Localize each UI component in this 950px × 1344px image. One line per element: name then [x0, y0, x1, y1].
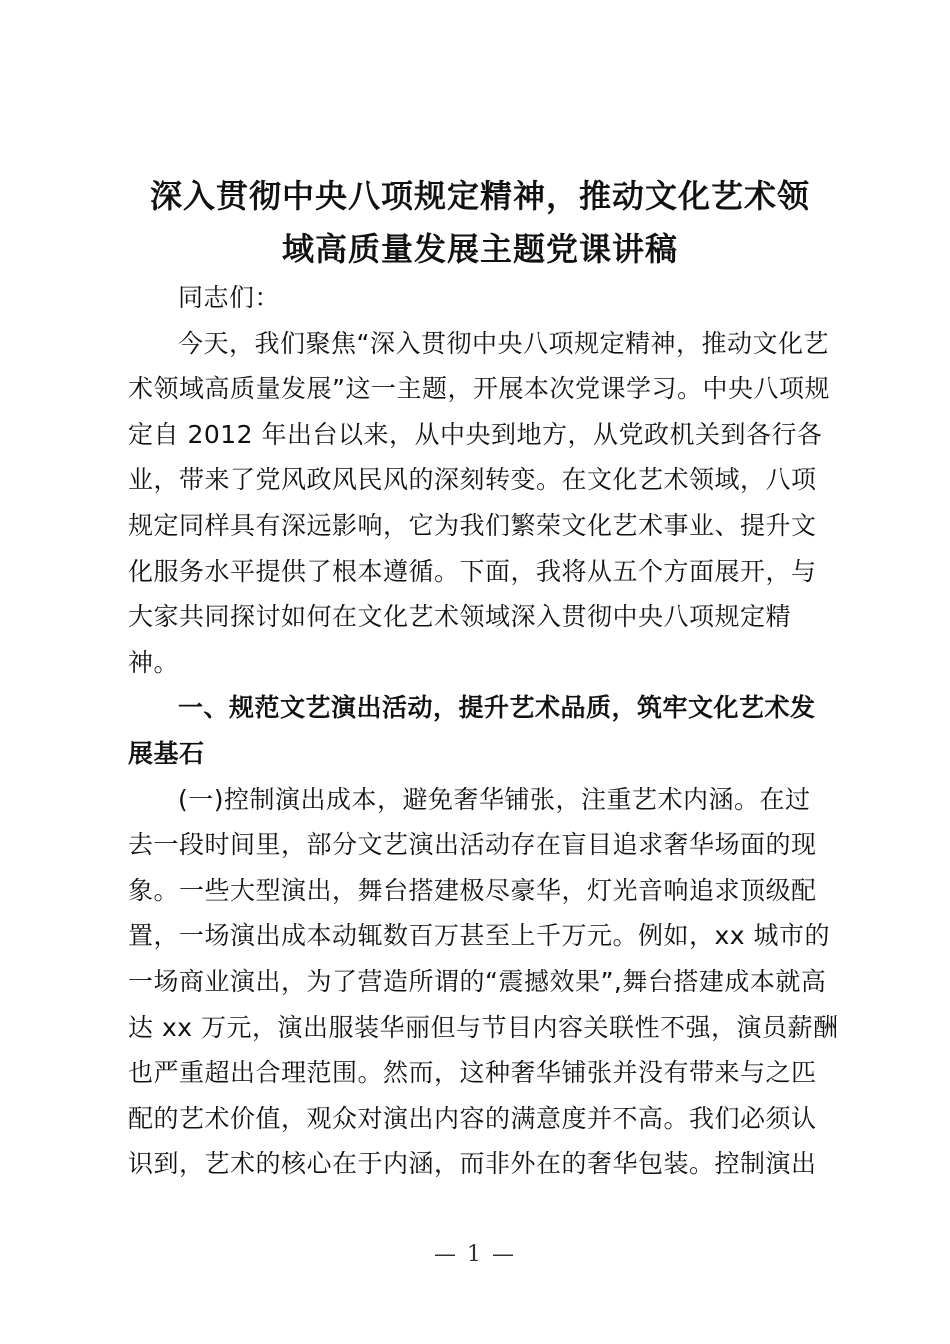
paragraph-line: (一)控制演出成本，避免奢华铺张，注重艺术内涵。在过	[178, 784, 811, 814]
paragraph-line: 一场商业演出，为了营造所谓的“震撼效果”,舞台搭建成本就高	[128, 966, 827, 996]
salutation: 同志们：	[178, 283, 281, 312]
paragraph-line: 今天，我们聚焦“深入贯彻中央八项规定精神，推动文化艺	[178, 328, 829, 358]
paragraph-line: 大家共同探讨如何在文化艺术领域深入贯彻中央八项规定精	[128, 602, 792, 632]
paragraph-line: 去一段时间里，部分文艺演出活动存在盲目追求奢华场面的现	[128, 830, 817, 860]
document-body	[128, 275, 838, 1187]
paragraph-line: 置，一场演出成本动辄数百万甚至上千万元。例如，xx 城市的	[128, 921, 831, 951]
title-line: 域高质量发展主题党课讲稿	[281, 230, 678, 268]
page-number: — 1 —	[434, 1242, 516, 1267]
paragraph-line: 配的艺术价值，观众对演出内容的满意度并不高。我们必须认	[128, 1103, 817, 1133]
paragraph-line: 定自 2012 年出台以来，从中央到地方，从党政机关到各行各	[128, 419, 823, 449]
paragraph-line: 规定同样具有深远影响，它为我们繁荣文化艺术事业、提升文	[128, 510, 817, 540]
paragraph-line: 识到，艺术的核心在于内涵，而非外在的奢华包装。控制演出	[128, 1149, 817, 1179]
paragraph-line: 神。	[128, 647, 180, 677]
paragraph-line: 术领域高质量发展”这一主题，开展本次党课学习。中央八项规	[128, 374, 830, 404]
paragraph-line: 化服务水平提供了根本遵循。下面，我将从五个方面展开，与	[128, 556, 817, 586]
paragraph-line: 也严重超出合理范围。然而，这种奢华铺张并没有带来与之匹	[128, 1058, 817, 1088]
section-heading-line: 一、规范文艺演出活动，提升艺术品质，筑牢文化艺术发	[178, 693, 816, 723]
paragraph-line: 业，带来了党风政风民风的深刻转变。在文化艺术领域，八项	[128, 465, 817, 495]
paragraph-line: 象。一些大型演出，舞台搭建极尽豪华，灯光音响追求顶级配	[128, 875, 817, 905]
paragraph-line: 达 xx 万元，演出服装华丽但与节目内容关联性不强，演员薪酬	[128, 1012, 839, 1042]
document-title	[110, 170, 850, 276]
section-heading-line: 展基石	[128, 738, 205, 768]
title-line: 深入贯彻中央八项规定精神，推动文化艺术领	[149, 177, 810, 215]
